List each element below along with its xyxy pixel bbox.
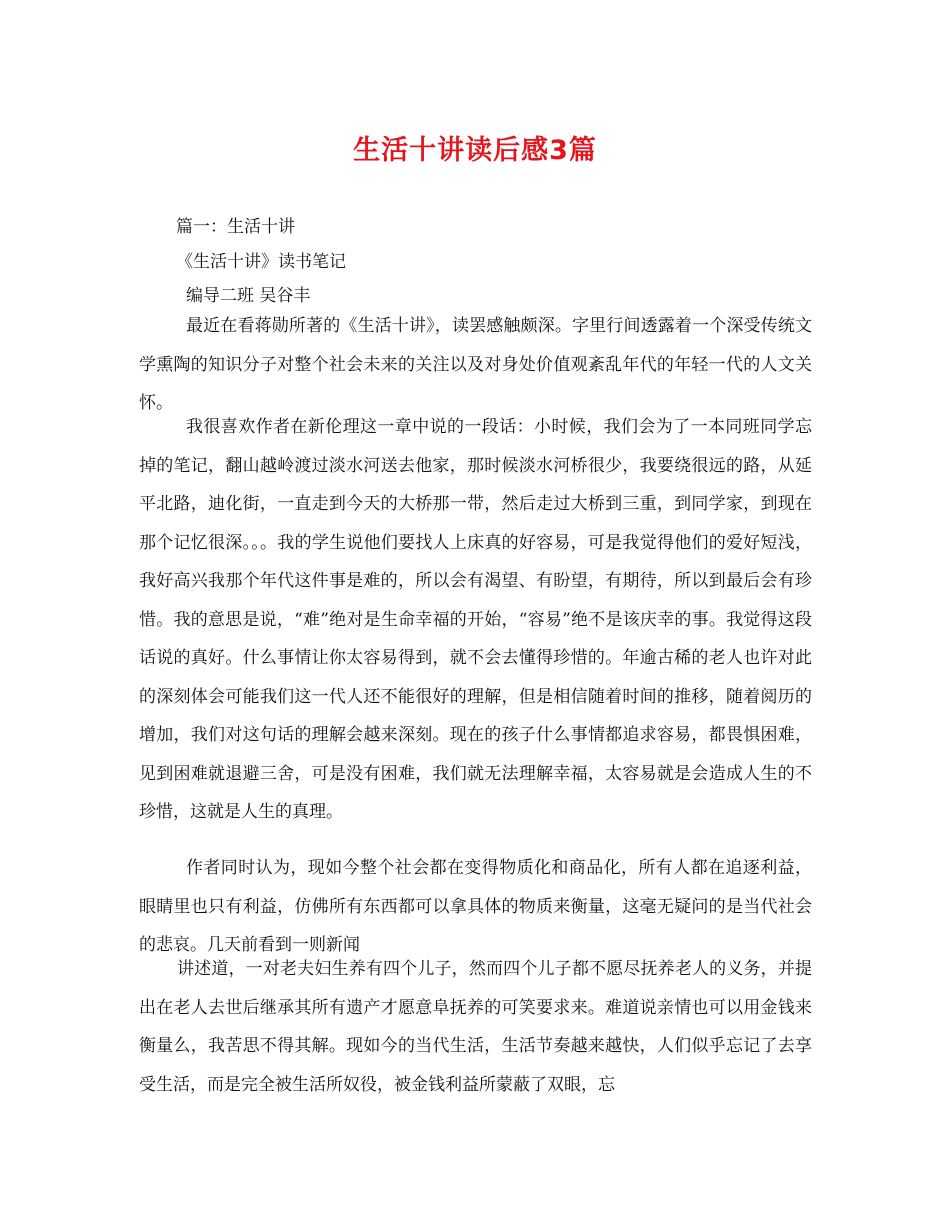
section-heading: 篇一：生活十讲: [176, 217, 295, 237]
paragraph-2: 我很喜欢作者在新伦理这一章中说的一段话：小时候，我们会为了一本同班同学忘掉的笔记，翻山越岭渡过淡水河送去他家，那时候淡水河桥很少，我要绕很远的路，从延平北路，迪化街，一直走到今天的大桥那一带，然后走过大桥到三重，到同学家，到现在那个记忆很深。。。我的学生说他们要找人上床真的好容易，可是我觉得他们的爱好短浅，我好高兴我那个年代这件事是难的，所以会有渴望、有盼望，有期待，所以到最后会有珍惜。我的意思是说，“难”绝对是生命幸福的开始，“容易”绝不是该庆幸的事。我觉得这段话说的真好。什么事情让你太容易得到，就不会去懂得珍惜的。年逾古稀的老人也许对此的深刻体会可能我们这一代人还不能很好的理解，但是相信随着时间的推移，随着阅历的增加，我们对这句话的理解会越来深刻。现在的孩子什么事情都追求容易，都畏惧困难，见到困难就退避三舍，可是没有困难，我们就无法理解幸福，太容易就是会造成人生的不珍惜，这就是人生的真理。: [139, 417, 812, 822]
book-subtitle: 《生活十讲》读书笔记: [176, 252, 346, 272]
document-title: 生活十讲读后感3篇: [353, 135, 597, 166]
paragraph-1: 最近在看蒋勋所著的《生活十讲》，读罢感触颇深。字里行间透露着一个深受传统文学熏陶的知识分子对整个社会未来的关注以及对身处价值观紊乱年代的年轻一代的人文关怀。: [139, 316, 812, 413]
paragraph-3: 作者同时认为，现如今整个社会都在变得物质化和商品化，所有人都在追逐利益，眼睛里也只有利益，仿佛所有东西都可以拿具体的物质来衡量，这毫无疑问的是当代社会的悲哀。几天前看到一则新闻: [139, 858, 812, 955]
paragraph-4: 讲述道，一对老夫妇生养有四个儿子，然而四个儿子都不愿尽抚养老人的义务，并提出在老人去世后继承其所有遗产才愿意阜抚养的可笑要求来。难道说亲情也可以用金钱来衡量么，我苦思不得其解。现如今的当代生活，生活节奏越来越快，人们似乎忘记了去享受生活，而是完全被生活所奴役，被金钱利益所蒙蔽了双眼，忘: [139, 959, 812, 1095]
author-line: 编导二班 吴谷丰: [186, 286, 311, 306]
